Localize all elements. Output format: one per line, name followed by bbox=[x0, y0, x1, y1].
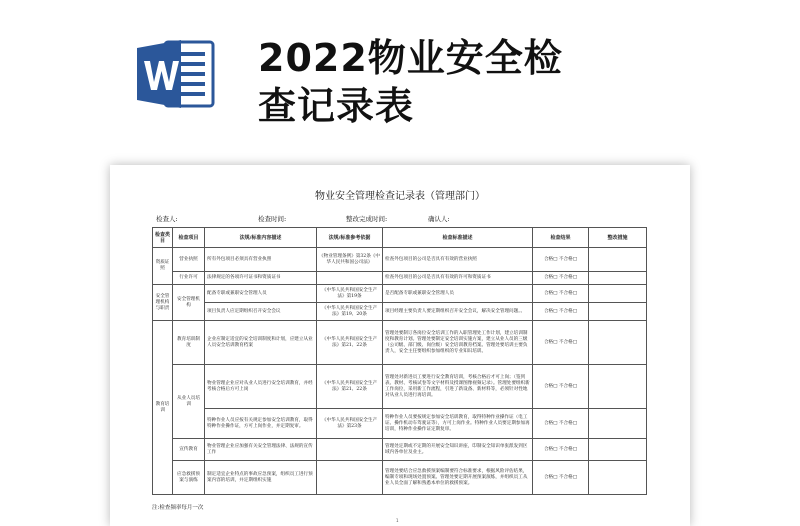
table-row bbox=[153, 248, 647, 272]
table-row bbox=[153, 439, 647, 461]
basis-cell bbox=[317, 461, 383, 495]
result-cell: 合格□ 不合格□ bbox=[533, 272, 589, 285]
table-row bbox=[153, 321, 647, 365]
header-cell: 法规/标准参考依据 bbox=[317, 228, 383, 248]
desc-cell: 法律规定的各项许可证书和资质证书 bbox=[205, 272, 317, 285]
std-cell: 特种作业人员要按规定参加安全培训教育，取得特种作业操作证（电工证、操作机动车驾驶证等），方可上岗作业。特种作业人员要定期参加再培训，特种作业操作证定期复审。 bbox=[383, 409, 533, 439]
desc-cell: 物业管理企业应加强有关安全管理法律、法规的宣传工作 bbox=[205, 439, 317, 461]
header-cell: 检查结果 bbox=[533, 228, 589, 248]
remedy-cell bbox=[589, 409, 647, 439]
basis-cell: 《中华人民共和国安全生产法》第23条 bbox=[317, 409, 383, 439]
desc-cell: 配备专职或兼职安全管理人员 bbox=[205, 285, 317, 303]
page-number: 1 bbox=[396, 518, 399, 523]
meta-deadline: 整改完成时间: bbox=[346, 215, 388, 223]
basis-cell: 《中华人民共和国安全生产法》第21、22条 bbox=[317, 365, 383, 409]
document-preview bbox=[110, 165, 690, 526]
remedy-cell bbox=[589, 272, 647, 285]
desc-cell: 企业应制定适宜的安全培训制度和计划，应建立从业人员安全培训教育档案 bbox=[205, 321, 317, 365]
item-cell: 应急救援预案与演练 bbox=[173, 461, 205, 495]
result-cell: 合格□ 不合格□ bbox=[533, 365, 589, 409]
remedy-cell bbox=[589, 285, 647, 303]
item-cell: 宣传教育 bbox=[173, 439, 205, 461]
desc-cell: 项目负责人应定期组织召开安全会议 bbox=[205, 303, 317, 321]
result-cell: 合格□ 不合格□ bbox=[533, 321, 589, 365]
item-cell: 安全管理机构 bbox=[173, 285, 205, 321]
frequency-note: 注:检查频率每月一次 bbox=[152, 505, 204, 511]
inspection-table bbox=[152, 227, 647, 495]
result-cell: 合格□ 不合格□ bbox=[533, 248, 589, 272]
header-cell: 整改措施 bbox=[589, 228, 647, 248]
remedy-cell bbox=[589, 321, 647, 365]
item-cell: 行业许可 bbox=[173, 272, 205, 285]
table-row bbox=[153, 285, 647, 303]
meta-time: 检查时间: bbox=[258, 215, 287, 223]
std-cell: 项目经理主要负责人要定期组织召开安全会议，解决安全管理问题。。 bbox=[383, 303, 533, 321]
table-header-row bbox=[153, 228, 647, 248]
basis-cell bbox=[317, 439, 383, 461]
basis-cell: 《中华人民共和国安全生产法》第19条 bbox=[317, 285, 383, 303]
header-cell: 检查标准描述 bbox=[383, 228, 533, 248]
std-cell: 检查外包项目的公司是否具有有效的许可和资质证书 bbox=[383, 272, 533, 285]
remedy-cell bbox=[589, 439, 647, 461]
basis-cell: 《物业管理条例》第32条《中华人民共和国公司法》 bbox=[317, 248, 383, 272]
result-cell: 合格□ 不合格□ bbox=[533, 439, 589, 461]
page-title bbox=[258, 34, 778, 130]
std-cell: 管理处要结合应急救援预案编制要符合标准要求，根据风险评估结果，编制专项和现场处置预案。管理处要定期开展预案演练，并组织员工从业人员全面了解和熟悉本单位的救援预案。 bbox=[383, 461, 533, 495]
basis-cell: 《中华人民共和国安全生产法》第19、20条 bbox=[317, 303, 383, 321]
std-cell: 管理处对新进员工要进行安全教育培训，考核合格后才可上岗；（签到表、教材、考核试卷等文字材料及授课图像视频记录）。管理处要组织新工作岗位，采用新工作流程，引进了新设备、新材料等，必须针对性地对从业人员进行再培训。 bbox=[383, 365, 533, 409]
std-cell: 是否配备专职或兼职安全管理人员 bbox=[383, 285, 533, 303]
item-cell: 营业执照 bbox=[173, 248, 205, 272]
category-cell: 安全管理机构与职责 bbox=[153, 285, 173, 321]
desc-cell: 特种作业人员应按有关规定参加安全培训教育，取得特种作业操作证，方可上岗作业，并定期复审。 bbox=[205, 409, 317, 439]
std-cell: 检查外包项目的公司是否具有有效的营业执照 bbox=[383, 248, 533, 272]
header-cell: 检查项目 bbox=[173, 228, 205, 248]
category-cell: 教育培训 bbox=[153, 321, 173, 495]
result-cell: 合格□ 不合格□ bbox=[533, 409, 589, 439]
std-cell: 管理处要制订各岗位安全培训工作的入职管理处工作计划，建立培训制度和教育计划。管理处要制定安全培训实施方案，建立从业人员的三级（公司级、部门级、岗位级）安全培训教育档案。管理处要培训主要负责人，安全主任要组织参加组织的专业知识培训。 bbox=[383, 321, 533, 365]
basis-cell bbox=[317, 272, 383, 285]
std-cell: 管理处定期或不定期的开展安全知识讲座，印制安全知识单张派发到区域内各单位及业主。 bbox=[383, 439, 533, 461]
item-cell: 教育培训制度 bbox=[173, 321, 205, 365]
remedy-cell bbox=[589, 365, 647, 409]
result-cell: 合格□ 不合格□ bbox=[533, 285, 589, 303]
basis-cell: 《中华人民共和国安全生产法》第21、22条 bbox=[317, 321, 383, 365]
remedy-cell bbox=[589, 461, 647, 495]
desc-cell: 制定适宜企业特点的事故应急预案，组织员工进行预案内容的培训，并定期组织实施 bbox=[205, 461, 317, 495]
table-row bbox=[153, 303, 647, 321]
title-line-2: 查记录表 bbox=[258, 84, 415, 128]
desc-cell: 物业管理企业应对从业人员进行安全培训教育，并经考核合格后方可上岗 bbox=[205, 365, 317, 409]
result-cell: 合格□ 不合格□ bbox=[533, 461, 589, 495]
table-row bbox=[153, 409, 647, 439]
desc-cell: 所有外包项目必须具有营业执照 bbox=[205, 248, 317, 272]
category-cell: 资质证照 bbox=[153, 248, 173, 285]
remedy-cell bbox=[589, 303, 647, 321]
table-row bbox=[153, 365, 647, 409]
meta-confirmer: 确认人: bbox=[428, 215, 450, 223]
title-line-1: 2022物业安全检 bbox=[258, 36, 563, 80]
word-logo-icon bbox=[135, 36, 217, 112]
header-cell: 法规/标准内容描述 bbox=[205, 228, 317, 248]
remedy-cell bbox=[589, 248, 647, 272]
table-row bbox=[153, 461, 647, 495]
meta-inspector: 检查人: bbox=[156, 215, 178, 223]
item-cell: 从业人员培训 bbox=[173, 365, 205, 439]
result-cell: 合格□ 不合格□ bbox=[533, 303, 589, 321]
document-title: 物业安全管理检查记录表（管理部门） bbox=[315, 191, 485, 202]
header-cell: 检查类目 bbox=[153, 228, 173, 248]
table-row bbox=[153, 272, 647, 285]
